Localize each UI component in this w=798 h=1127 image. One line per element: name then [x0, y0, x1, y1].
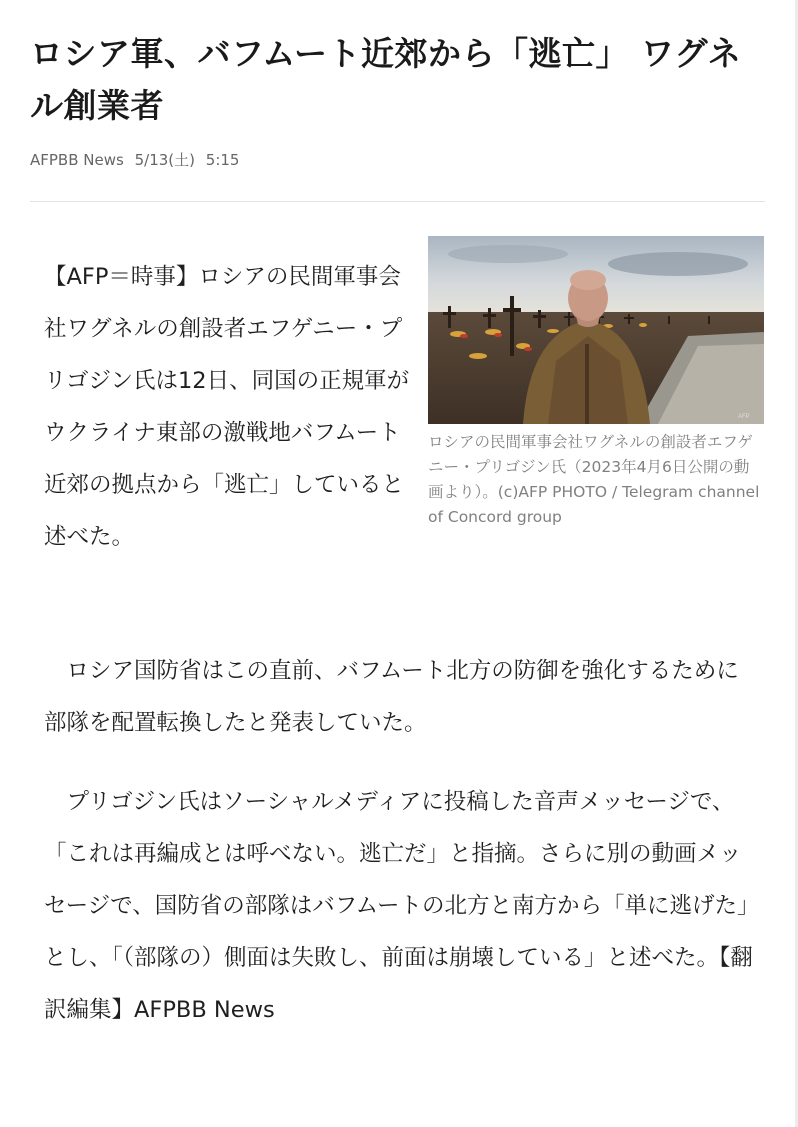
divider — [30, 201, 765, 202]
publish-date: 5/13(土) — [134, 151, 195, 169]
photo-caption: ロシアの民間軍事会社ワグネルの創設者エフゲニー・プリゴジン氏（2023年4月6日公開の動画より）。(c)AFP PHOTO / Telegram channel of Concord group — [428, 433, 760, 526]
photo-watermark: AFP — [738, 414, 750, 420]
lead-paragraph: 【AFP＝時事】ロシアの民間軍事会社ワグネルの創設者エフゲニー・プリゴジン氏は12日、同国の正規軍がウクライナ東部の激戦地バフムート近郊の拠点から「逃亡」していると述べた。 — [44, 264, 410, 550]
publish-time: 5:15 — [205, 151, 240, 169]
article-title: ロシア軍、バフムート近郊から「逃亡」 ワグネル創業者 — [30, 34, 742, 125]
article-photo[interactable] — [428, 236, 764, 424]
article-meta — [30, 149, 239, 170]
source-link[interactable]: AFPBB News — [30, 151, 124, 169]
body-paragraph: プリゴジン氏はソーシャルメディアに投稿した音声メッセージで、「これは再編成とは呼べない。逃亡だ」と指摘。さらに別の動画メッセージで、国防省の部隊はバフムートの北方と南方から「単に逃げた」とし、「（部隊の）側面は失敗し、前面は崩壊している」と述べた。【翻訳編集】AFPBB News — [44, 789, 753, 1023]
body-paragraph: ロシア国防省はこの直前、バフムート北方の防御を強化するために部隊を配置転換したと発表していた。 — [44, 658, 739, 736]
article-figure — [428, 236, 764, 530]
